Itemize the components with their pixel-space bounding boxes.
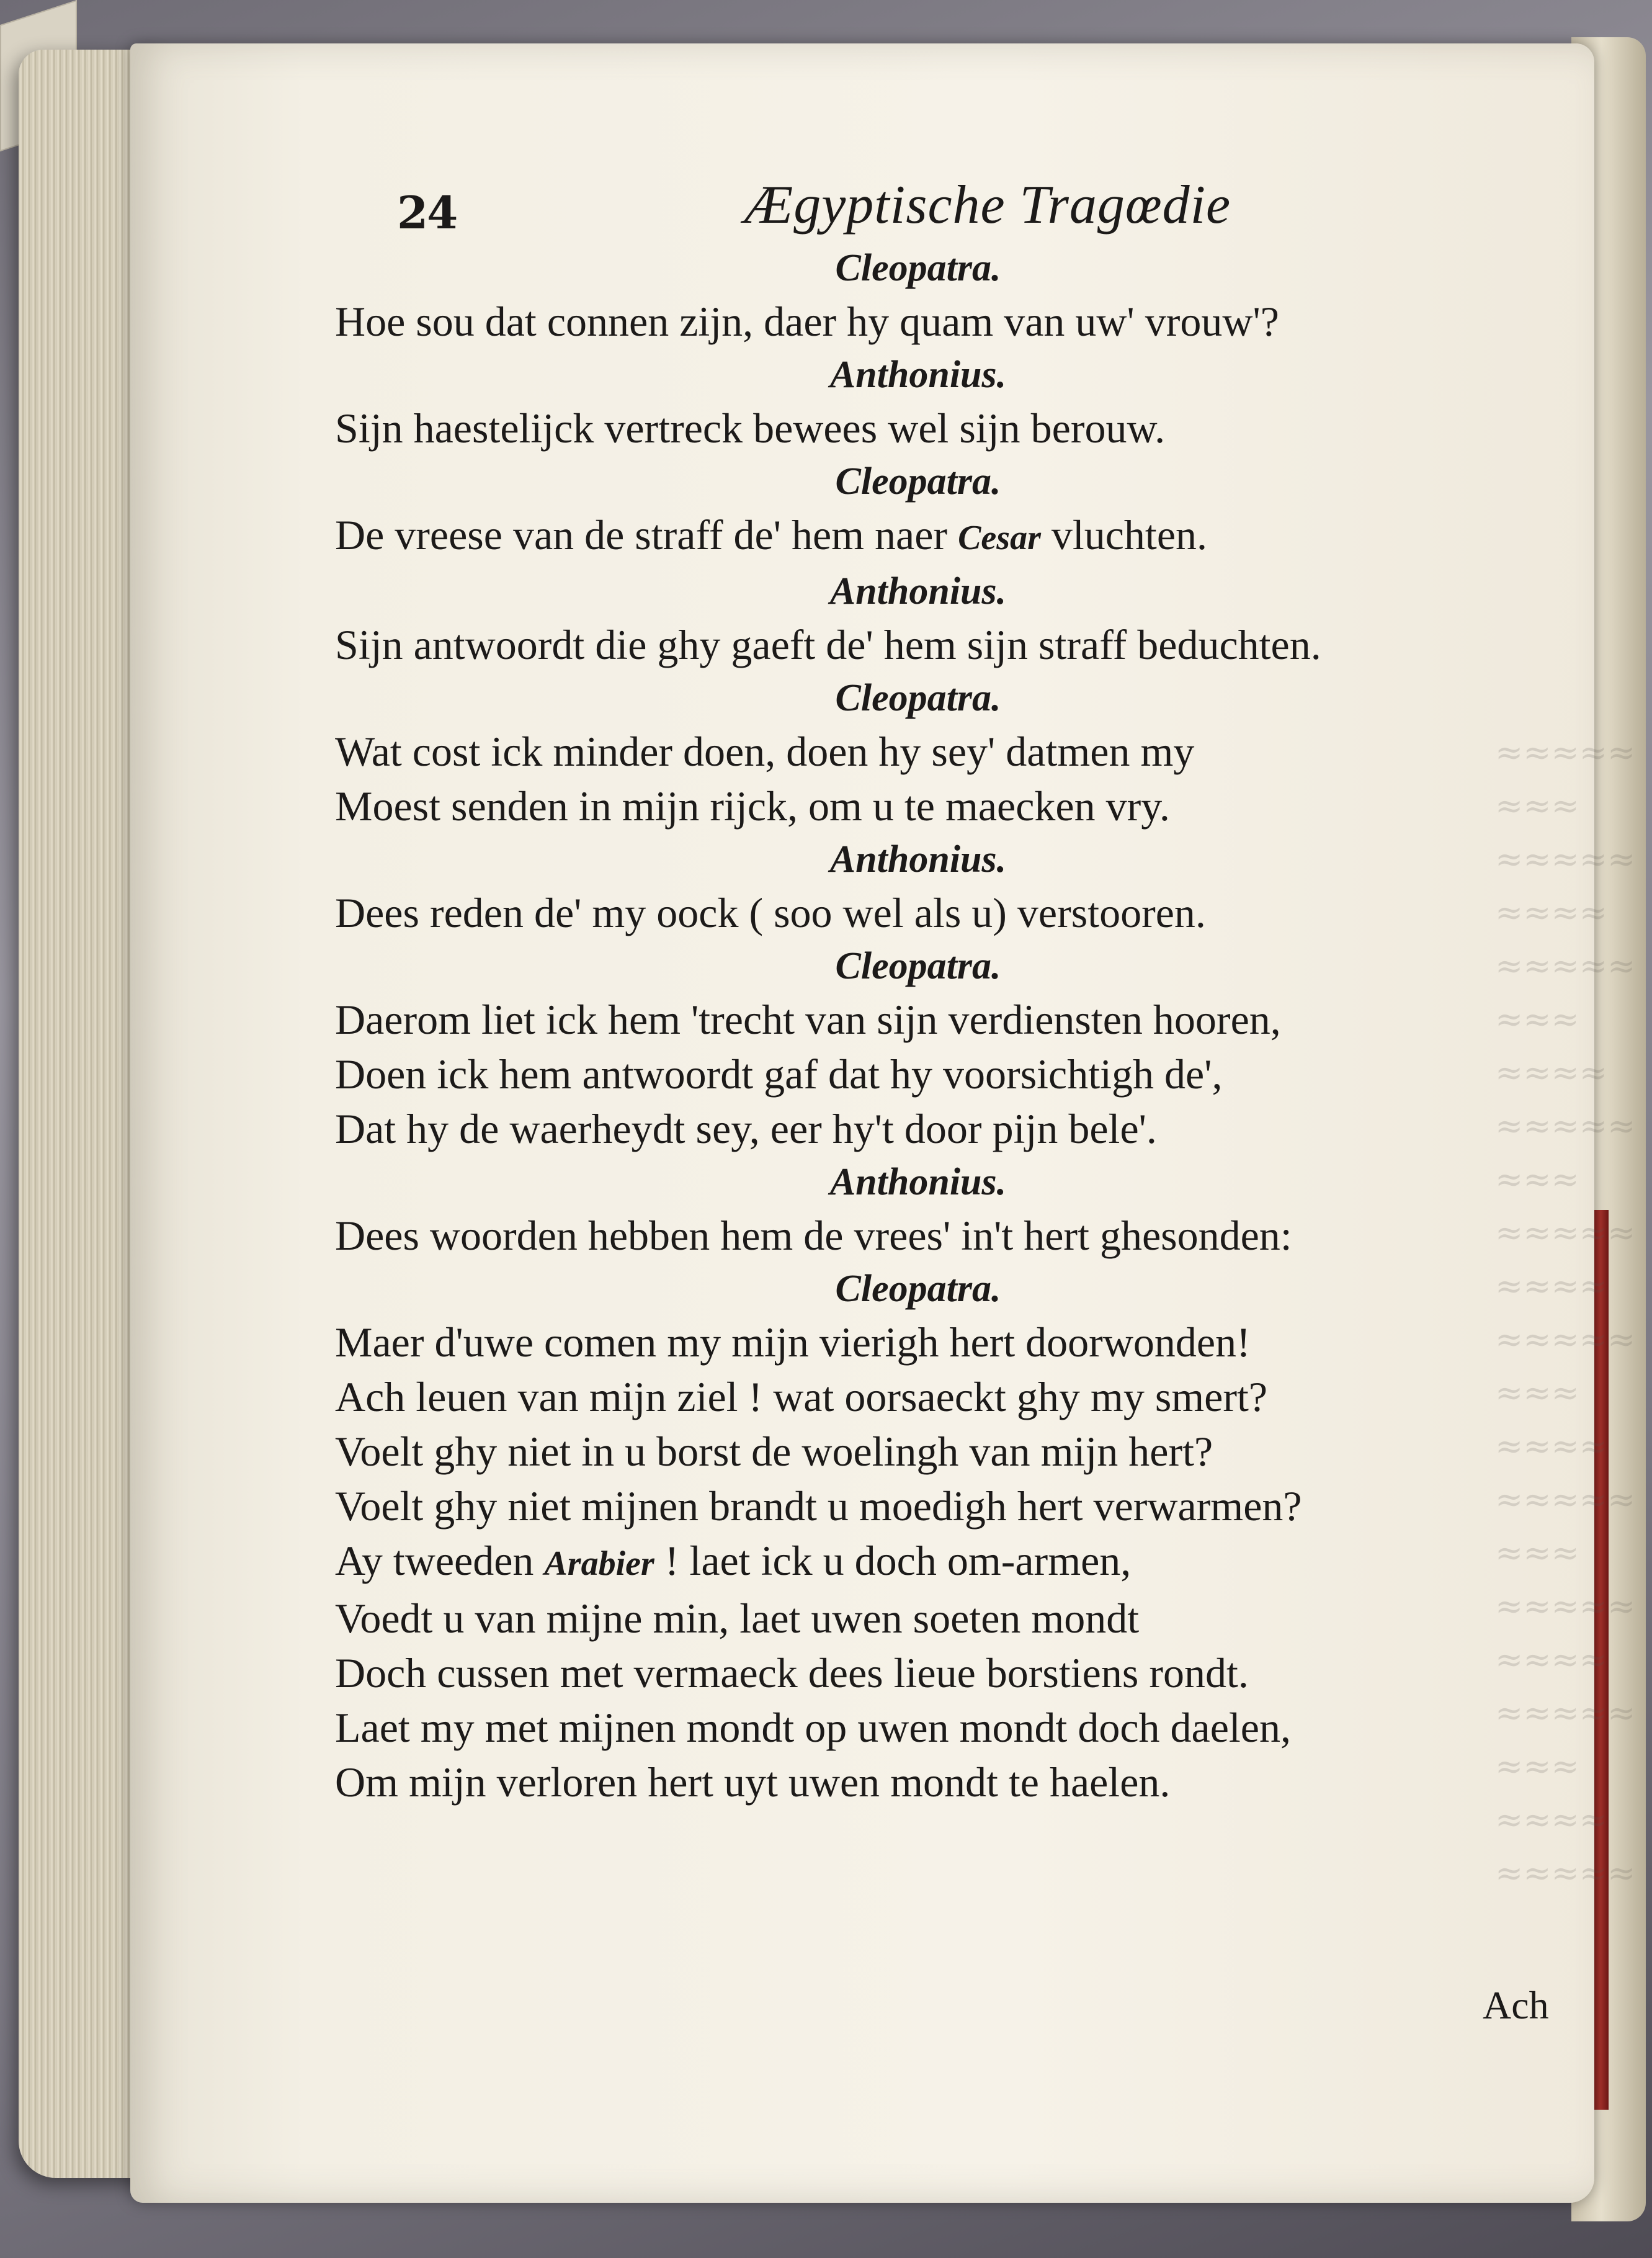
verse-line: Ay tweeden Arabier ! laet ick u doch om-armen,	[335, 1537, 1132, 1584]
verse-line: De vreese van de straff de' hem naer Cesar vluchten.	[335, 511, 1208, 558]
verse-line: Doen ick hem antwoordt gaf dat hy voorsichtigh de',	[335, 1051, 1223, 1098]
verse-line: Voelt ghy niet in u borst de woelingh van mijn hert?	[335, 1428, 1213, 1475]
verse-line: Daerom liet ick hem 'trecht van sijn verdiensten hooren,	[335, 996, 1281, 1043]
verse-line: Ach leuen van mijn ziel ! wat oorsaeckt ghy my smert?	[335, 1373, 1268, 1420]
page-number: 24	[397, 186, 457, 239]
show-through-texture: ≈≈≈≈≈ ≈≈≈ ≈≈≈≈≈ ≈≈≈≈ ≈≈≈≈≈ ≈≈≈ ≈≈≈≈ ≈≈≈≈≈ ≈≈≈ ≈≈≈≈≈ ≈≈≈≈ ≈≈≈≈≈ ≈≈≈ ≈≈≈≈ ≈≈≈≈≈ ≈≈≈ ≈≈≈≈≈ ≈≈≈≈ ≈≈≈≈≈ ≈≈≈ ≈≈≈≈ ≈≈≈≈≈	[1495, 733, 1636, 1893]
verse-line: Hoe sou dat connen zijn, daer hy quam van uw' vrouw'?	[335, 298, 1279, 345]
page-text	[335, 155, 1545, 1809]
speaker-heading: Cleopatra.	[835, 677, 1001, 719]
verse-line: Dees woorden hebben hem de vrees' in't hert ghesonden:	[335, 1212, 1292, 1259]
speaker-heading: Anthonius.	[829, 838, 1007, 880]
verse-line: Maer d'uwe comen my mijn vierigh hert doorwonden!	[335, 1319, 1251, 1366]
verse-line: Wat cost ick minder doen, doen hy sey' datmen my	[335, 728, 1195, 775]
speaker-heading: Anthonius.	[829, 1161, 1007, 1203]
dialogue	[335, 242, 1545, 1809]
running-title: Ægyptische Tragœdie	[744, 175, 1231, 235]
speaker-heading: Cleopatra.	[835, 247, 1001, 289]
verse-line: Sijn haestelijck vertreck bewees wel sijn berouw.	[335, 405, 1166, 452]
speaker-heading: Cleopatra.	[835, 1268, 1001, 1310]
page-header	[335, 155, 1545, 242]
verse-line: Doch cussen met vermaeck dees lieue borstiens rondt.	[335, 1649, 1249, 1696]
verse-line: Om mijn verloren hert uyt uwen mondt te haelen.	[335, 1758, 1171, 1806]
speaker-heading: Anthonius.	[829, 354, 1007, 396]
speaker-heading: Cleopatra.	[835, 945, 1001, 987]
verse-line: Laet my met mijnen mondt op uwen mondt doch daelen,	[335, 1704, 1291, 1751]
verse-line: Dat hy de waerheydt sey, eer hy't door pijn bele'.	[335, 1105, 1157, 1152]
italic-name: Cesar	[958, 519, 1041, 557]
speaker-heading: Cleopatra.	[835, 460, 1001, 503]
speaker-heading: Anthonius.	[829, 570, 1007, 612]
verse-line: Dees reden de' my oock ( soo wel als u) verstooren.	[335, 889, 1206, 936]
catchword: Ach	[1483, 1983, 1549, 2027]
verse-line: Sijn antwoordt die ghy gaeft de' hem sijn straff beduchten.	[335, 621, 1321, 668]
ribbon-bookmark	[1592, 1210, 1609, 2110]
verse-line: Voelt ghy niet mijnen brandt u moedigh hert verwarmen?	[335, 1482, 1302, 1530]
italic-name: Arabier	[544, 1544, 654, 1583]
verse-line: Moest senden in mijn rijck, om u te maecken vry.	[335, 782, 1170, 830]
verse-line: Voedt u van mijne min, laet uwen soeten mondt	[335, 1595, 1140, 1642]
